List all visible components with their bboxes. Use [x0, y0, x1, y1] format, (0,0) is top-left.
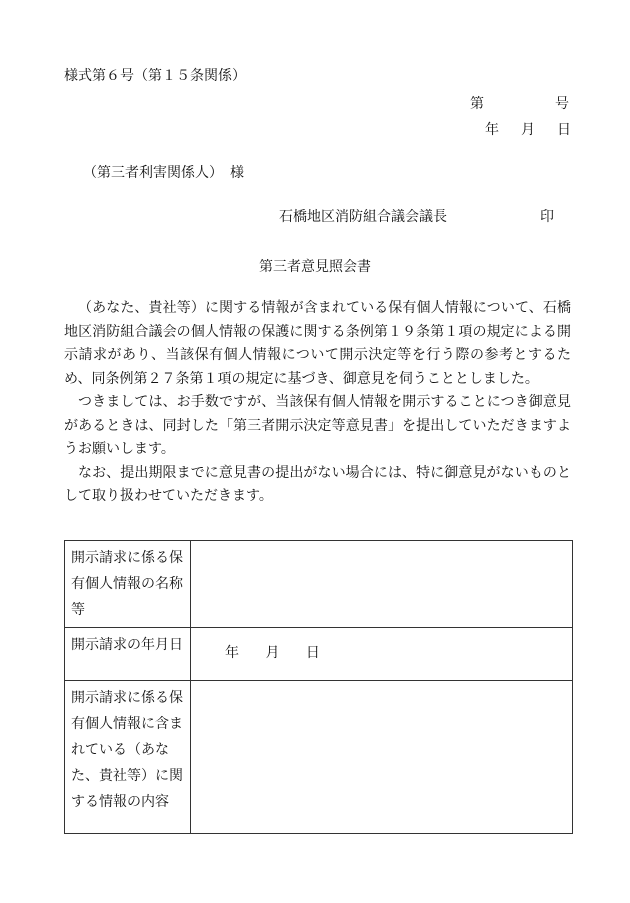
body-paragraph-2: つきましては、お手数ですが、当該保有個人情報を開示することにつき御意見があるときは、同封した「第三者開示決定等意見書」を提出していただきますようお願いします。 — [64, 394, 571, 457]
body-paragraph-3: なお、提出期限までに意見書の提出がない場合には、特に御意見がないものとして取り扱わせていただきます。 — [64, 464, 571, 504]
info-table — [64, 540, 573, 834]
body-paragraph-1: （あなた、貴社等）に関する情報が含まれている保有個人情報について、石橋地区消防組合議会の個人情報の保護に関する条例第１９条第１項の規定による開示請求があり、当該保有個人情報について開示決定等を行う際の参考とするため、同条例第２７条第１項の規定に基づき、御意見を伺うこととしました。 — [64, 300, 571, 387]
seal-mark: 印 — [540, 209, 554, 225]
row-value-info-content[interactable] — [191, 681, 573, 834]
date-month: 月 — [521, 122, 535, 138]
row-label-request-date: 開示請求の年月日 — [65, 628, 191, 681]
row-value-request-date[interactable] — [191, 628, 573, 681]
table-row — [65, 628, 573, 681]
body-text — [64, 297, 571, 509]
table-row — [65, 541, 573, 628]
request-date-fields — [225, 642, 320, 662]
form-number: 様式第６号（第１５条関係） — [64, 68, 246, 84]
request-day: 日 — [305, 645, 320, 661]
number-prefix: 第 — [470, 96, 484, 112]
number-suffix: 号 — [555, 96, 569, 112]
document-title: 第三者意見照会書 — [259, 259, 371, 275]
row-label-info-content: 開示請求に係る保有個人情報に含まれている（あなた、貴社等）に関する情報の内容 — [65, 681, 191, 834]
table-row — [65, 681, 573, 834]
recipient-line: （第三者利害関係人） 様 — [83, 165, 244, 181]
date-year: 年 — [485, 122, 499, 138]
row-value-info-name[interactable] — [191, 541, 573, 628]
request-month: 月 — [265, 645, 280, 661]
row-label-info-name: 開示請求に係る保有個人情報の名称等 — [65, 541, 191, 628]
date-day: 日 — [557, 122, 571, 138]
issuer-name: 石橋地区消防組合議会議長 — [279, 209, 447, 225]
request-year: 年 — [225, 645, 239, 661]
